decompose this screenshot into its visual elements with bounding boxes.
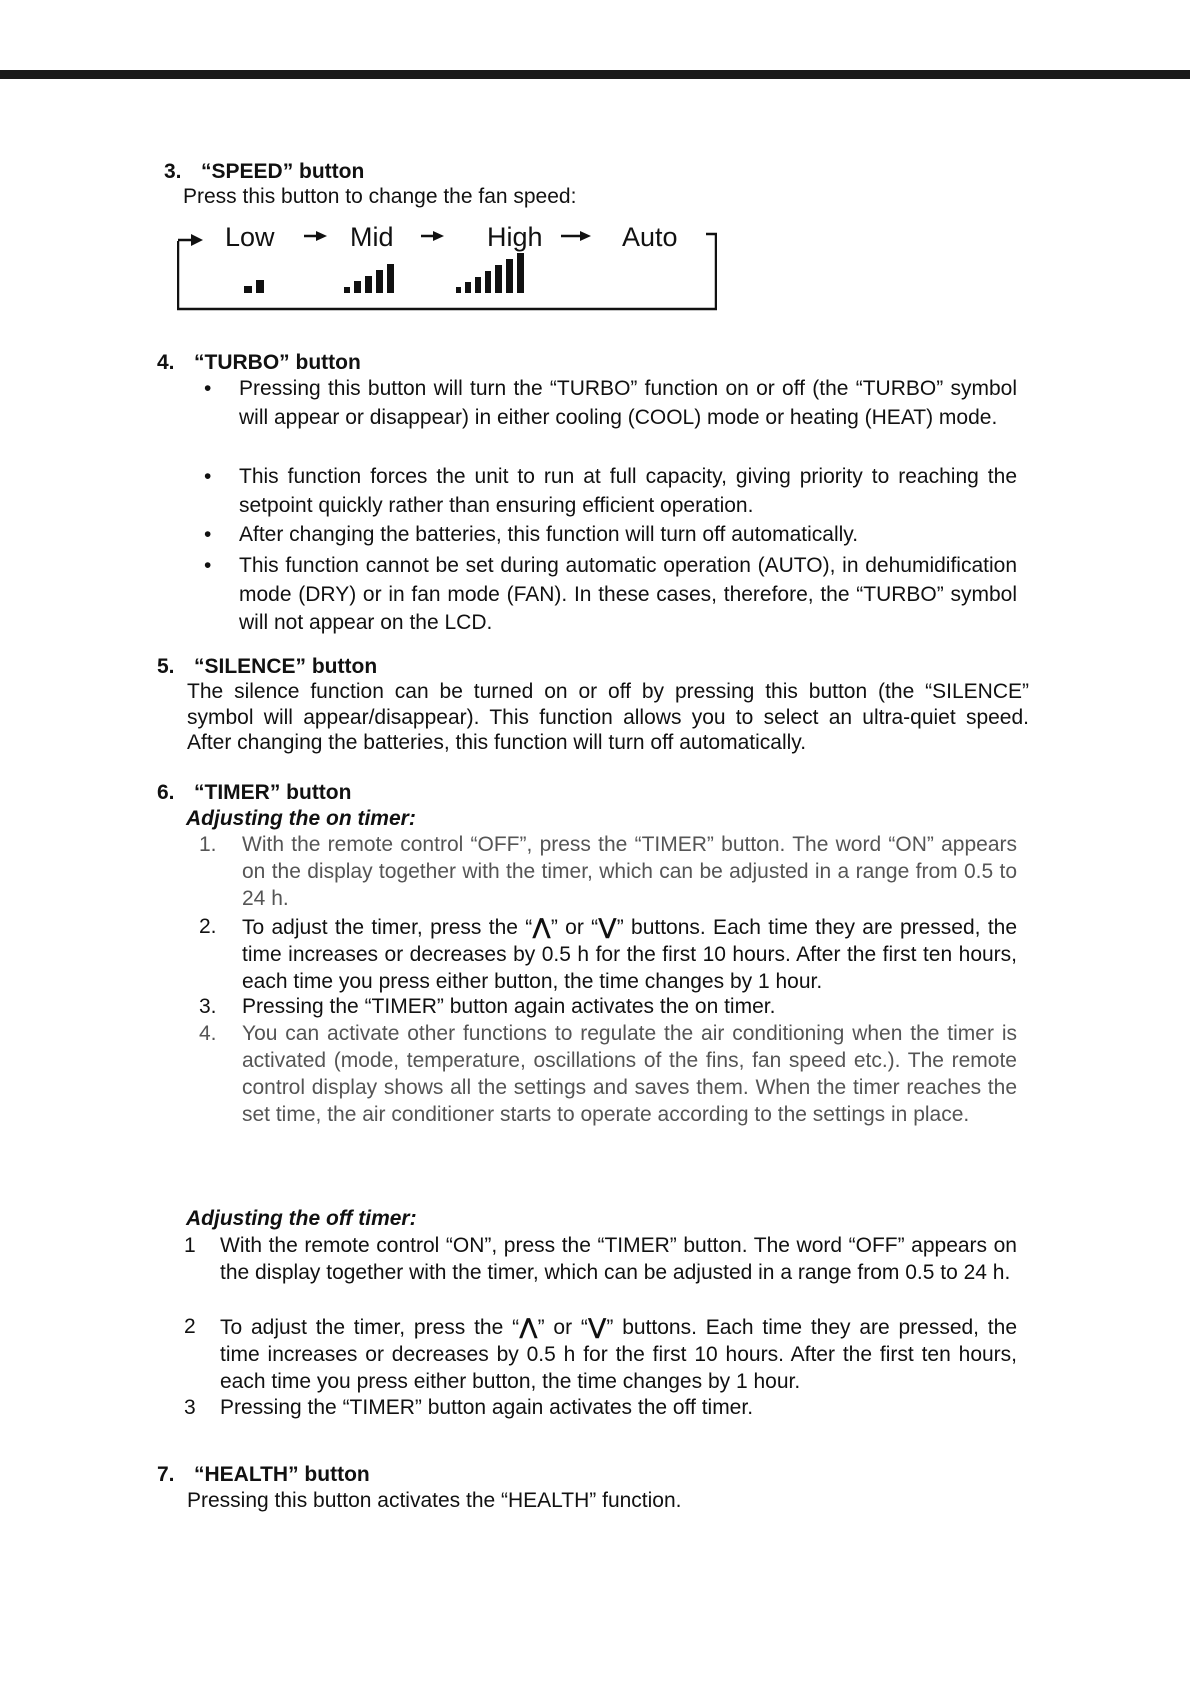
list-item-text: This function forces the unit to run at full capacity, giving priority to reaching the setpoint quickly rather than ensuring efficient operation. <box>239 465 1017 517</box>
speed-label-high: High <box>487 222 543 252</box>
list-item <box>199 831 1017 912</box>
section-title: “HEALTH” button <box>194 1463 370 1486</box>
speed-heading <box>164 159 364 185</box>
step-number: 1. <box>199 833 217 856</box>
list-item <box>204 375 1017 432</box>
speed-label-low: Low <box>225 222 275 252</box>
signal-bars-low-icon <box>244 280 264 293</box>
step-text: With the remote control “OFF”, press the “TIMER” button. The word “ON” appears on the display together with the timer, which can be adjusted in a range from 0.5 to 24 h. <box>242 833 1017 910</box>
arrow-icon <box>433 231 444 241</box>
list-item <box>204 463 1017 520</box>
list-item <box>184 1313 1017 1395</box>
step-text: With the remote control “ON”, press the “TIMER” button. The word “OFF” appears on the display together with the timer, which can be adjusted in a range from 0.5 to 24 h. <box>220 1234 1017 1284</box>
step-text: You can activate other functions to regulate the air conditioning when the timer is activated (mode, temperature, oscillations of the fins, fan speed etc.). The remote control display shows all the settings and saves them. When the timer reaches the set time, the air conditioner starts to operate according to the settings in place. <box>242 1022 1017 1126</box>
timer-heading <box>157 780 351 806</box>
step-number: 2 <box>184 1315 196 1338</box>
step-number: 1 <box>184 1234 196 1257</box>
section-number: 3. <box>164 160 182 183</box>
arrow-icon <box>580 231 591 241</box>
bullet-icon: • <box>204 377 212 400</box>
signal-bars-mid-icon <box>344 264 394 293</box>
arrow-icon <box>191 234 203 246</box>
list-item <box>199 1020 1017 1128</box>
down-arrow-icon: ⋁ <box>598 914 617 939</box>
bullet-icon: • <box>204 523 212 546</box>
speed-intro: Press this button to change the fan speed: <box>183 185 577 208</box>
silence-heading <box>157 654 377 680</box>
bullet-icon: • <box>204 465 212 488</box>
speed-label-auto: Auto <box>622 222 678 252</box>
up-arrow-icon: ⋀ <box>532 914 551 939</box>
step-number: 3. <box>199 995 217 1018</box>
step-text: Pressing the “TIMER” button again activates the on timer. <box>242 995 776 1018</box>
list-item <box>184 1394 1017 1421</box>
step-number: 2. <box>199 915 217 938</box>
section-number: 5. <box>157 655 175 678</box>
list-item <box>184 1232 1017 1286</box>
step-text: Pressing the “TIMER” button again activates the off timer. <box>220 1396 754 1419</box>
list-item-text: This function cannot be set during automatic operation (AUTO), in dehumidification mode (DRY) or in fan mode (FAN). In these cases, therefore, the “TURBO” symbol will not appear on the LCD. <box>239 554 1017 634</box>
section-title: “SILENCE” button <box>194 655 378 678</box>
top-rule <box>0 70 1190 79</box>
section-title: “SPEED” button <box>201 160 365 183</box>
section-title: “TIMER” button <box>194 781 352 804</box>
signal-bars-high-icon <box>456 253 524 293</box>
section-number: 7. <box>157 1463 175 1486</box>
section-number: 4. <box>157 351 175 374</box>
step-number: 4. <box>199 1022 217 1045</box>
bullet-icon: • <box>204 554 212 577</box>
section-title: “TURBO” button <box>194 351 361 374</box>
on-timer-heading: Adjusting the on timer: <box>186 807 416 830</box>
list-item <box>199 993 1017 1020</box>
off-timer-heading: Adjusting the off timer: <box>186 1207 417 1230</box>
health-heading <box>157 1462 370 1488</box>
arrow-icon <box>316 231 327 241</box>
list-item-text: After changing the batteries, this function will turn off automatically. <box>239 523 859 546</box>
list-item <box>204 552 1017 638</box>
step-text: To adjust the timer, press the “⋀” or “⋁” buttons. Each time they are pressed, the time increases or decreases by 0.5 h for the first 10 hours. After the first ten hours, each time you press either button, the time changes by 1 hour. <box>220 1314 1018 1393</box>
step-number: 3 <box>184 1396 196 1419</box>
health-text: Pressing this button activates the “HEALTH” function. <box>187 1489 682 1512</box>
speed-label-mid: Mid <box>350 222 394 252</box>
step-text: To adjust the timer, press the “⋀” or “⋁” buttons. Each time they are pressed, the time increases or decreases by 0.5 h for the first 10 hours. After the first ten hours, each time you press either button, the time changes by 1 hour. <box>242 914 1018 993</box>
up-arrow-icon: ⋀ <box>519 1314 538 1339</box>
list-item <box>199 913 1017 995</box>
list-item <box>204 521 1017 550</box>
silence-text: The silence function can be turned on or off by pressing this button (the “SILENCE” symbol will appear/disappear). This function allows you to select an ultra-quiet speed. After changing the batteries, this function will turn off automatically. <box>187 680 1029 754</box>
turbo-heading <box>157 350 361 376</box>
section-number: 6. <box>157 781 175 804</box>
list-item-text: Pressing this button will turn the “TURBO” function on or off (the “TURBO” symbol will appear or disappear) in either cooling (COOL) mode or heating (HEAT) mode. <box>239 377 1017 429</box>
down-arrow-icon: ⋁ <box>587 1314 607 1339</box>
